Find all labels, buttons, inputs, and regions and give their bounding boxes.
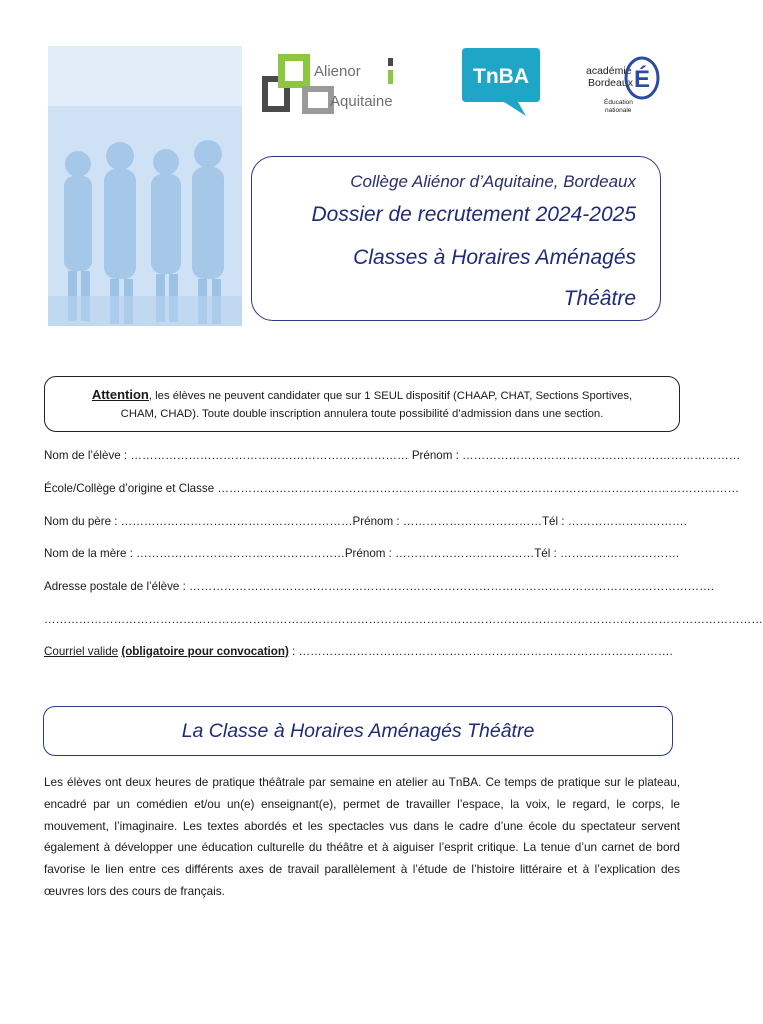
section-title: La Classe à Horaires Aménagés Théâtre (181, 720, 535, 742)
field-mother[interactable]: Nom de la mère : ………………………………………………Prénom : ………………………………Tél : …………………………. (44, 547, 680, 560)
education-text: Éducation (604, 99, 633, 106)
silhouettes-image (48, 46, 242, 326)
section-heading-box (43, 706, 673, 756)
attention-box (44, 376, 680, 432)
college-name: Collège Aliénor d’Aquitaine, Bordeaux (350, 172, 636, 191)
logo-academie-bordeaux (580, 46, 660, 118)
field-student-name[interactable]: Nom de l’élève : ……………………………………………………………… Prénom : ……………………………………………………………… (44, 449, 741, 462)
field-address[interactable]: Adresse postale de l’élève : ………………………………………………………………………………………………………………………. (44, 580, 714, 593)
logo-tnba (458, 46, 544, 118)
attention-text-2: CHAM, CHAD). Toute double inscription annulera toute possibilité d’admission dans une section. (120, 408, 604, 420)
logo-alienor-aquitaine (258, 48, 418, 118)
title-box (251, 156, 661, 321)
dossier-title: Dossier de recrutement 2024-2025 (311, 203, 636, 226)
theatre-title: Théâtre (563, 287, 636, 310)
academie-e-letter: É (633, 66, 651, 93)
email-label: Courriel valide (44, 645, 119, 658)
body-paragraph: Les élèves ont deux heures de pratique théâtrale par semaine en atelier au TnBA. Ce temps de pratique sur le plateau, encadré par un comédien et/ou un(e) enseignant(e), permet de travailler l’espace, la voix, le regard, le corps, le mouvement, l’imaginaire. Les textes abordés et les spectacles vus dans le cadre d’une école du spectateur servent également à développer une éducation culturelle du théâtre et à aiguiser l’esprit critique. La tenue d’un carnet de bord favorise le lien entre ces différents axes de travail parallèlement à l’étude de l’histoire littéraire et à l’explication des œuvres lors des cours de français. (44, 775, 680, 898)
alienor-text: Alienor (314, 63, 361, 80)
nationale-text: nationale (605, 107, 632, 114)
field-address-continued[interactable]: …………………………………………………………………………………………………………………………………………………………………… (44, 613, 763, 626)
email-dots: : ……………………………………………………………………………………. (288, 645, 673, 658)
tnba-text: TnBA (473, 65, 529, 88)
attention-text-1: , les élèves ne peuvent candidater que sur 1 SEUL dispositif (CHAAP, CHAT, Sections Sportives, (148, 390, 633, 402)
field-email[interactable] (44, 645, 673, 658)
field-origin-school[interactable]: École/Collège d’origine et Classe ……………………………………………………………………………………………………………………… (44, 482, 740, 495)
email-required-note: (obligatoire pour convocation) (121, 645, 289, 658)
aquitaine-text: Aquitaine (330, 93, 393, 110)
hero-photo (48, 46, 242, 326)
attention-label: Attention (91, 387, 149, 402)
classes-title: Classes à Horaires Aménagés (353, 246, 636, 269)
academie-text: académie (586, 65, 632, 77)
bordeaux-text: Bordeaux (588, 77, 633, 89)
field-father[interactable]: Nom du père : ……………………………………………………Prénom : ………………………………Tél : …………………………. (44, 515, 687, 528)
